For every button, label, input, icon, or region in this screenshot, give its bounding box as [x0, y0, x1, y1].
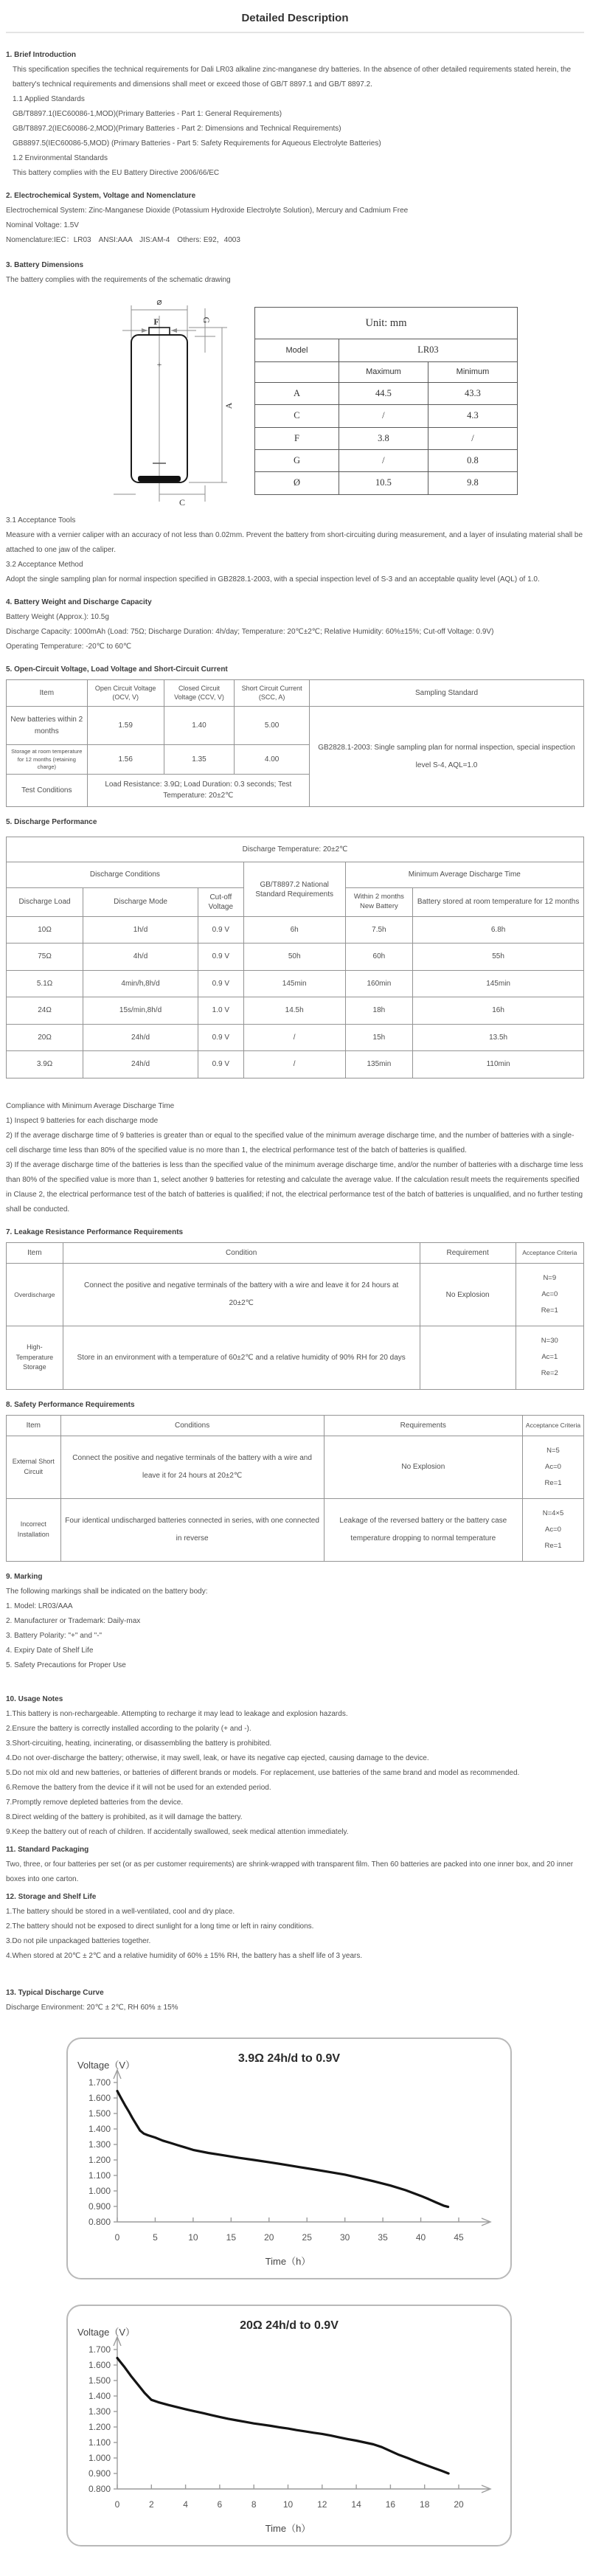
cell: 4min/h,8h/d	[83, 970, 198, 997]
x-tick-label: 2	[148, 2499, 154, 2510]
paragraph: The following markings shall be indicated on the battery body:	[6, 1588, 208, 1596]
y-tick-label: 1.700	[88, 2077, 111, 2088]
paragraph: Discharge Capacity: 1000mAh (Load: 75Ω; Discharge Duration: 4h/day; Temperature: 20℃±2℃; Relative Humidity: 60%±15%; Cut-off Voltage: 0.9V)	[6, 628, 494, 636]
paragraph: 4.When stored at 20℃ ± 2℃ and a relative humidity of 60% ± 15% RH, the battery has a shelf life of 3 years.	[6, 1952, 363, 1961]
cell: 24h/d	[83, 1051, 198, 1078]
x-tick-label: 8	[251, 2499, 257, 2510]
column-header: Acceptance Criteria	[522, 1415, 583, 1436]
cell	[420, 1326, 516, 1389]
x-tick-label: 5	[153, 2232, 158, 2243]
cell: 3.8	[339, 427, 428, 449]
cell: 60h	[345, 944, 413, 971]
cell: 24h/d	[83, 1024, 198, 1051]
paragraph: GB8897.5(IEC60086-5,MOD) (Primary Batteries - Part 5: Safety Requirements for Aqueous Electrolyte Batteries)	[13, 139, 381, 148]
discharge-curve-line	[117, 2358, 448, 2474]
table-row	[255, 382, 518, 404]
paragraph: Discharge Environment: 20℃ ± 2℃, RH 60% ± 15%	[6, 2004, 178, 2012]
table-row	[7, 970, 584, 997]
section-heading: 2. Electrochemical System, Voltage and Nomenclature	[6, 192, 196, 200]
cell: Connect the positive and negative terminals of the battery with a wire and leave it for 24 hours at 20±2℃	[60, 1436, 324, 1499]
column-header: Item	[7, 680, 88, 707]
dimensions-table	[254, 307, 518, 495]
cell: 10.5	[339, 472, 428, 494]
column-header: Model	[255, 339, 339, 361]
section-heading: 11. Standard Packaging	[6, 1846, 89, 1855]
cell: C	[255, 405, 339, 427]
criteria-line: Re=1	[541, 1306, 558, 1315]
cell: 43.3	[428, 382, 517, 404]
column-header: Battery stored at room temperature for 12 months	[413, 887, 584, 916]
table-row	[255, 450, 518, 472]
discharge-curve-chart-3-9ohm	[66, 2037, 512, 2279]
paragraph: Operating Temperature: -20℃ to 60℃	[6, 643, 132, 651]
cell: 9.8	[428, 472, 517, 494]
cell: 4.3	[428, 405, 517, 427]
criteria-line: N=9	[543, 1274, 557, 1283]
y-tick-label: 1.100	[88, 2170, 111, 2181]
model-value: LR03	[339, 339, 517, 361]
x-tick-label: 20	[264, 2232, 274, 2243]
paragraph: 3) If the average discharge time of the batteries is less than the specified value of the minimum average discharge time, and/or the number of batteries with a discharge time less than 80% of the specified value is more than 1, select another 9 batteries for retesting and calculate the average value. If the calculation result meets the requirements specified in Clause 2, the electrical performance test of the batch of batteries is qualified; if not, the electrical performance test of the batch of batteries is unqualified, and no further testing shall be conducted.	[6, 1160, 583, 1213]
section-electrochemical-system	[6, 192, 584, 248]
column-header: Sampling Standard	[310, 680, 584, 707]
y-tick-label: 1.300	[88, 2406, 111, 2417]
dim-label-a: A	[223, 402, 234, 409]
criteria-line: N=5	[546, 1447, 560, 1455]
chart-title: 3.9Ω 24h/d to 0.9V	[237, 2052, 341, 2066]
paragraph: 2. Manufacturer or Trademark: Daily-max	[6, 1617, 141, 1626]
cell: 44.5	[339, 382, 428, 404]
cell: 0.9 V	[198, 944, 243, 971]
paragraph: Battery Weight (Approx.): 10.5g	[6, 613, 109, 621]
column-header: GB/T8897.2 National Standard Requirements	[243, 862, 345, 917]
y-tick-label: 0.800	[88, 2484, 111, 2495]
cell: 1.56	[87, 745, 164, 774]
section-typical-discharge-curve	[6, 1989, 584, 2546]
table-row	[7, 1264, 584, 1326]
section-heading: 5. Open-Circuit Voltage, Load Voltage and Short-Circuit Current	[6, 665, 228, 674]
paragraph: Nominal Voltage: 1.5V	[6, 221, 79, 229]
cell: Store in an environment with a temperature of 60±2℃ and a relative humidity of 90% RH for 20 days	[63, 1326, 420, 1389]
cell: 20Ω	[7, 1024, 83, 1051]
paragraph: 4.Do not over-discharge the battery; otherwise, it may swell, leak, or have its negative cap ejected, causing damage to the device.	[6, 1754, 429, 1763]
cell: 50h	[243, 944, 345, 971]
criteria-line: Re=1	[544, 1541, 562, 1550]
paragraph: 3.Do not pile unpackaged batteries together.	[6, 1937, 151, 1946]
y-axis-title: Voltage（V）	[77, 2060, 136, 2071]
cell: 6.8h	[413, 916, 584, 944]
section-standard-packaging	[6, 1846, 584, 1887]
column-header: Acceptance Criteria	[516, 1242, 583, 1264]
y-tick-label: 1.100	[88, 2437, 111, 2448]
cell: 1h/d	[83, 916, 198, 944]
x-tick-label: 0	[114, 2499, 120, 2510]
column-header: Discharge Mode	[83, 887, 198, 916]
cell: 1.0 V	[198, 997, 243, 1025]
x-tick-label: 25	[302, 2232, 312, 2243]
x-tick-label: 0	[114, 2232, 120, 2243]
cell: F	[255, 427, 339, 449]
plus-terminal: +	[156, 359, 162, 370]
y-tick-label: 0.900	[88, 2201, 111, 2212]
cell: Connect the positive and negative terminals of the battery with a wire and leave it for 24 hours at 20±2℃	[63, 1264, 420, 1326]
paragraph: 1.This battery is non-rechargeable. Attempting to recharge it may lead to leakage and explosion hazards.	[6, 1710, 348, 1719]
x-axis-title: Time（h）	[265, 2256, 311, 2268]
column-header: Discharge Load	[7, 887, 83, 916]
table-title: Discharge Temperature: 20±2℃	[7, 837, 584, 862]
column-header: Within 2 months New Battery	[345, 887, 413, 916]
cell: 4h/d	[83, 944, 198, 971]
y-tick-label: 1.600	[88, 2360, 111, 2371]
y-tick-label: 1.400	[88, 2391, 111, 2402]
dim-label-g: G	[201, 316, 212, 324]
leakage-table	[6, 1242, 584, 1390]
cell: 145min	[413, 970, 584, 997]
column-header: Item	[7, 1415, 61, 1436]
cell: External Short Circuit	[7, 1436, 61, 1499]
table-row	[255, 339, 518, 361]
x-tick-label: 40	[415, 2232, 426, 2243]
column-header: Open Circuit Voltage (OCV, V)	[87, 680, 164, 707]
cell: 0.8	[428, 450, 517, 472]
paragraph: Electrochemical System: Zinc-Manganese Dioxide (Potassium Hydroxide Electrolyte Solution), Mercury and Cadmium Free	[6, 207, 409, 215]
y-tick-label: 1.300	[88, 2139, 111, 2150]
acceptance-criteria-cell	[516, 1264, 583, 1326]
table-row	[7, 916, 584, 944]
section-leakage-requirements	[6, 1228, 584, 1390]
table-row	[7, 1051, 584, 1078]
cell: 0.9 V	[198, 1051, 243, 1078]
table-row	[7, 862, 584, 888]
x-axis-title: Time（h）	[265, 2523, 311, 2535]
section-marking	[6, 1573, 584, 1673]
paragraph: 7.Promptly remove depleted batteries from the device.	[6, 1798, 184, 1807]
paragraph: 3.1 Acceptance Tools	[6, 516, 76, 524]
line-chart-3-9ohm	[72, 2057, 507, 2274]
table-row	[7, 707, 584, 745]
table-row	[7, 1024, 584, 1051]
sampling-standard-cell: GB2828.1-2003: Single sampling plan for normal inspection, special inspection level S-4, AQL=1.0	[310, 707, 584, 806]
table-row	[7, 1326, 584, 1389]
acceptance-criteria-cell	[522, 1499, 583, 1562]
cell: Overdischarge	[7, 1264, 63, 1326]
table-row	[255, 472, 518, 494]
column-header: Minimum	[428, 361, 517, 382]
section-heading: 5. Discharge Performance	[6, 817, 97, 826]
table-row	[255, 361, 518, 382]
section-battery-dimensions	[6, 261, 584, 587]
cell: /	[428, 427, 517, 449]
table-row	[7, 1242, 584, 1264]
paragraph: The battery complies with the requirements of the schematic drawing	[6, 276, 231, 284]
cell: New batteries within 2 months	[7, 707, 88, 745]
x-tick-label: 20	[454, 2499, 464, 2510]
paragraph: 1) Inspect 9 batteries for each discharge mode	[6, 1116, 159, 1125]
discharge-curve-line	[117, 2091, 448, 2207]
column-header: Short Circuit Current (SCC, A)	[235, 680, 310, 707]
discharge-curve-chart-20ohm	[66, 2305, 512, 2546]
dim-label-diameter: ⌀	[156, 297, 162, 307]
table-row	[7, 680, 584, 707]
column-header: Conditions	[60, 1415, 324, 1436]
paragraph: 5. Safety Precautions for Proper Use	[6, 1661, 126, 1670]
paragraph: GB/T8897.2(IEC60086-2,MOD)(Primary Batteries - Part 2: Dimensions and Technical Requirements)	[13, 125, 341, 133]
cell: 55h	[413, 944, 584, 971]
cell: 1.59	[87, 707, 164, 745]
section-storage-shelf-life	[6, 1893, 584, 1964]
dimensions-figure-area	[6, 291, 584, 513]
section-heading: 3. Battery Dimensions	[6, 261, 84, 269]
cell: 135min	[345, 1051, 413, 1078]
table-row	[255, 308, 518, 339]
paragraph: 3.Short-circuiting, heating, incinerating, or disassembling the battery is prohibited.	[6, 1739, 272, 1748]
section-heading: 7. Leakage Resistance Performance Requirements	[6, 1228, 184, 1236]
cell: 6h	[243, 916, 345, 944]
arrowhead	[171, 328, 177, 333]
cell: Ø	[255, 472, 339, 494]
paragraph: 1.1 Applied Standards	[13, 95, 85, 103]
x-tick-label: 12	[317, 2499, 327, 2510]
cell: 24Ω	[7, 997, 83, 1025]
criteria-line: N=30	[541, 1337, 558, 1346]
x-tick-label: 45	[454, 2232, 464, 2243]
criteria-line: Ac=0	[545, 1525, 561, 1534]
cell: Storage at room temperature for 12 months (retaining charge)	[7, 745, 88, 774]
paragraph: Two, three, or four batteries per set (or as per customer requirements) are shrink-wrapped with transparent film. Then 60 batteries are packed into one inner box, and 20 inner boxes into one carton.	[6, 1860, 574, 1884]
line-chart-20ohm	[72, 2324, 507, 2541]
section-ocv	[6, 665, 584, 807]
y-tick-label: 1.700	[88, 2344, 111, 2355]
dim-label-c: C	[178, 497, 186, 508]
chart-title: 20Ω 24h/d to 0.9V	[240, 2319, 339, 2333]
cell: /	[339, 450, 428, 472]
cell: 1.35	[164, 745, 235, 774]
paragraph: Adopt the single sampling plan for normal inspection specified in GB2828.1-2003, with a special inspection level of S-3 and an acceptable quality level (AQL) of 1.0.	[6, 575, 540, 584]
cell: Leakage of the reversed battery or the battery case temperature dropping to normal temperature	[324, 1499, 522, 1562]
cell: 18h	[345, 997, 413, 1025]
cell: No Explosion	[324, 1436, 522, 1499]
section-heading: 4. Battery Weight and Discharge Capacity	[6, 598, 152, 606]
section-heading: 1. Brief Introduction	[6, 51, 76, 59]
x-tick-label: 14	[351, 2499, 361, 2510]
table-row	[7, 997, 584, 1025]
y-tick-label: 1.200	[88, 2155, 111, 2166]
cell: Test Conditions	[7, 774, 88, 806]
cell: 10Ω	[7, 916, 83, 944]
x-tick-label: 10	[188, 2232, 198, 2243]
section-heading: 9. Marking	[6, 1573, 43, 1582]
paragraph: 8.Direct welding of the battery is prohibited, as it will damage the battery.	[6, 1813, 243, 1822]
divider	[6, 32, 584, 33]
cell: 5.1Ω	[7, 970, 83, 997]
column-header: Cut-off Voltage	[198, 887, 243, 916]
cell: G	[255, 450, 339, 472]
cell: 110min	[413, 1051, 584, 1078]
table-row	[7, 944, 584, 971]
page-title: Detailed Description	[241, 12, 349, 24]
y-tick-label: 1.200	[88, 2422, 111, 2433]
bottom-contact	[138, 476, 181, 482]
table-row	[7, 1499, 584, 1562]
column-header: Requirement	[420, 1242, 516, 1264]
section-compliance	[6, 1099, 584, 1217]
paragraph: 1.The battery should be stored in a well-ventilated, cool and dry place.	[6, 1908, 235, 1917]
table-row	[255, 405, 518, 427]
cell: 5.00	[235, 707, 310, 745]
cell: A	[255, 382, 339, 404]
x-tick-label: 6	[217, 2499, 223, 2510]
section-heading: 13. Typical Discharge Curve	[6, 1989, 104, 1998]
paragraph: GB/T8897.1(IEC60086-1,MOD)(Primary Batteries - Part 1: General Requirements)	[13, 110, 282, 118]
paragraph: This battery complies with the EU Battery Directive 2006/66/EC	[13, 169, 220, 177]
table-row	[7, 1415, 584, 1436]
column-header: Minimum Average Discharge Time	[345, 862, 583, 888]
y-tick-label: 1.600	[88, 2093, 111, 2104]
test-conditions-cell: Load Resistance: 3.9Ω; Load Duration: 0.3 seconds; Test Temperature: 20±2℃	[87, 774, 309, 806]
safety-table	[6, 1415, 584, 1562]
paragraph: 2) If the average discharge time of 9 batteries is greater than or equal to the specified value of the minimum average discharge time, and the number of batteries with a single-cell discharge time less than 80% of the specified value is no more than 1, the electrical performance test of the batch of batteries is qualified.	[6, 1131, 575, 1154]
y-tick-label: 0.900	[88, 2468, 111, 2479]
paragraph: 9.Keep the battery out of reach of children. If accidentally swallowed, seek medical attention immediately.	[6, 1828, 349, 1837]
x-tick-label: 4	[183, 2499, 188, 2510]
section-discharge-performance	[6, 818, 584, 1078]
paragraph: 5.Do not mix old and new batteries, or batteries of different brands or models. For replacement, use batteries of the same brand and model as recommended.	[6, 1769, 520, 1778]
x-tick-label: 15	[226, 2232, 237, 2243]
paragraph: 1. Model: LR03/AAA	[6, 1602, 73, 1611]
paragraph: Compliance with Minimum Average Discharge Time	[6, 1101, 175, 1110]
paragraph: 1.2 Environmental Standards	[13, 154, 108, 162]
paragraph: This specification specifies the technical requirements for Dali LR03 alkaline zinc-manganese dry batteries. In the absence of other detailed requirements stated herein, the battery's technical requirements and dimensions shall meet or exceed those of GB/T 8897.1 and GB/T 8897.2.	[13, 66, 572, 89]
criteria-line: N=4×5	[542, 1509, 564, 1518]
cell: 14.5h	[243, 997, 345, 1025]
column-header: Item	[7, 1242, 63, 1264]
table-row	[7, 1436, 584, 1499]
column-header: Requirements	[324, 1415, 522, 1436]
cell: /	[339, 405, 428, 427]
cell: 16h	[413, 997, 584, 1025]
y-tick-label: 0.800	[88, 2217, 111, 2228]
column-header: Maximum	[339, 361, 428, 382]
cell: 0.9 V	[198, 916, 243, 944]
cell: 13.5h	[413, 1024, 584, 1051]
acceptance-criteria-cell	[522, 1436, 583, 1499]
x-tick-label: 16	[385, 2499, 396, 2510]
criteria-line: Ac=0	[545, 1462, 561, 1471]
cell: 1.40	[164, 707, 235, 745]
table-row	[255, 427, 518, 449]
criteria-line: Re=2	[541, 1368, 558, 1377]
section-heading: 10. Usage Notes	[6, 1695, 63, 1704]
column-header: Closed Circuit Voltage (CCV, V)	[164, 680, 235, 707]
arrowhead	[142, 328, 148, 333]
cell: 15h	[345, 1024, 413, 1051]
paragraph: Nomenclature:IEC：LR03 ANSI:AAA JIS:AM-4 Others: E92，4003	[6, 236, 240, 244]
cell: Four identical undischarged batteries connected in series, with one connected in reverse	[60, 1499, 324, 1562]
cell: 3.9Ω	[7, 1051, 83, 1078]
cell: /	[243, 1024, 345, 1051]
paragraph: 2.Ensure the battery is correctly installed according to the polarity (+ and -).	[6, 1725, 251, 1734]
section-weight-capacity	[6, 598, 584, 654]
criteria-line: Ac=1	[541, 1353, 558, 1362]
document	[0, 12, 590, 2576]
y-tick-label: 1.400	[88, 2124, 111, 2135]
column-header: Discharge Conditions	[7, 862, 244, 888]
cell: High-Temperature Storage	[7, 1326, 63, 1389]
paragraph: 3.2 Acceptance Method	[6, 561, 83, 569]
paragraph: Measure with a vernier caliper with an accuracy of not less than 0.02mm. Prevent the battery from short-circuiting during measurement, and a layer of insulating material shall be attached to one jaw of the caliper.	[6, 531, 583, 554]
cell: No Explosion	[420, 1264, 516, 1326]
paragraph: 4. Expiry Date of Shelf Life	[6, 1647, 94, 1655]
cell: 160min	[345, 970, 413, 997]
paragraph: 6.Remove the battery from the device if it will not be used for an extended period.	[6, 1784, 271, 1793]
y-tick-label: 1.000	[88, 2453, 111, 2464]
ocv-table	[6, 679, 584, 807]
y-tick-label: 1.500	[88, 2375, 111, 2386]
section-heading: 8. Safety Performance Requirements	[6, 1400, 135, 1409]
section-brief-introduction	[6, 51, 584, 181]
unit-header: Unit: mm	[255, 308, 518, 339]
y-axis-title: Voltage（V）	[77, 2327, 136, 2338]
section-safety-requirements	[6, 1401, 584, 1562]
cell: 0.9 V	[198, 970, 243, 997]
cell: 0.9 V	[198, 1024, 243, 1051]
y-tick-label: 1.500	[88, 2108, 111, 2119]
criteria-line: Ac=0	[541, 1289, 558, 1298]
dim-label-f: F	[153, 316, 159, 327]
cell: /	[243, 1051, 345, 1078]
section-heading: 12. Storage and Shelf Life	[6, 1893, 97, 1902]
cell: 4.00	[235, 745, 310, 774]
cell	[255, 361, 339, 382]
x-tick-label: 10	[282, 2499, 294, 2510]
paragraph: 2.The battery should not be exposed to direct sunlight for a long time or left in rainy conditions.	[6, 1922, 314, 1931]
cell: Incorrect Installation	[7, 1499, 61, 1562]
table-row	[7, 837, 584, 862]
column-header: Condition	[63, 1242, 420, 1264]
acceptance-criteria-cell	[516, 1326, 583, 1389]
cell: 15s/min,8h/d	[83, 997, 198, 1025]
y-tick-label: 1.000	[88, 2186, 111, 2197]
cell: 75Ω	[7, 944, 83, 971]
x-tick-label: 18	[420, 2499, 430, 2510]
section-usage-notes	[6, 1695, 584, 1840]
battery-schematic	[108, 294, 244, 511]
criteria-line: Re=1	[544, 1478, 562, 1487]
x-tick-label: 30	[339, 2232, 350, 2243]
x-tick-label: 35	[378, 2232, 388, 2243]
paragraph: 3. Battery Polarity: "+" and "-"	[6, 1632, 103, 1641]
cell: 145min	[243, 970, 345, 997]
discharge-table	[6, 837, 584, 1078]
cell: 7.5h	[345, 916, 413, 944]
